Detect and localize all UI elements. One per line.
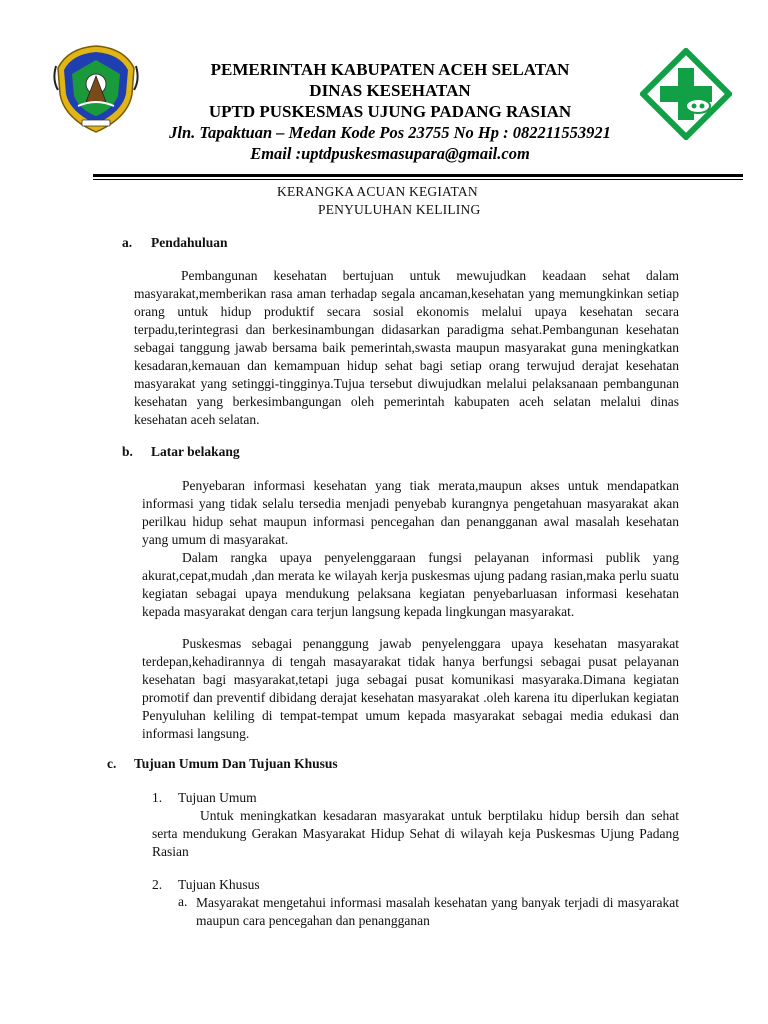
section-c-heading: Tujuan Umum Dan Tujuan Khusus [134,756,338,771]
section-b-paragraph-2: Dalam rangka upaya penyelenggaraan fungsi pelayanan informasi publik yang akurat,cepat,mudah ,dan merata ke wilayah kerja puskesmas ujung padang rasian,maka perlu suatu kegiatan sebagai upaya mendukung pelaksana kegiatan penyebarluasan informasi kesehatan kepada masyarakat dengan cara terjun langsung kepada lingkungan masyarakat. [142,550,679,619]
section-b-paragraph-3: Puskesmas sebagai penanggung jawab penyelenggara upaya kesehatan masyarakat terdepan,kehadirannya di tengah masayarakat tidak hanya berfungsi sebagai pusat pelayanan kesehatan bagi masyarakat,tetapi juga sebagai pusat komunikasi masyaraka.Dimana kegiatan promotif dan preventif dibidang derajat kesehatan masyarakat .oleh karena itu diperlukan kegiatan Penyuluhan keliling di tempat-tempat umum kepada masyarakat sebagai media edukasi dan informasi langsung. [142,636,679,741]
section-a-letter: a. [122,235,133,250]
document-subtitle: PENYULUHAN KELILING [318,202,481,217]
section-a-paragraph: Pembangunan kesehatan bertujuan untuk mewujudkan keadaan sehat dalam masyarakat,memberikan rasa aman terhadap segala ancaman,kesehatan yang memungkinkan setiap orang untuk hidup produktif secara sosial ekonomis melalui upaya kesehatan secara terpadu,terintegrasi dan berkesinambungan didasarkan paradigma sehat.Pembangunan kesehatan sebagai tanggung jawab bersama baik pemerintah,swasta maupun masyarakat guna meningkatkan kesadaran,kemauan dan kemampuan hidup sehat bagi setiap orang terwujud derajat kesehatan masyarakat yang setinggi-tingginya.Tujua tersebut diwujudkan melalui pelaksanaan pembangunan kesehatan yang berkesimbangungan oleh pemerintah kabupaten aceh selatan melalui dinas kesehatan aceh selatan. [134,268,679,427]
letterhead-unit: UPTD PUSKESMAS UJUNG PADANG RASIAN [208,102,572,121]
letterhead-email: Email :uptdpuskesmasupara@gmail.com [250,144,530,163]
section-b-paragraph-1: Penyebaran informasi kesehatan yang tiak merata,maupun akses untuk mendapatkan informasi yang tidak selalu tersedia menjadi penyebab kurangnya pengetahuan masyarakat akan perilkau hidup sehat maupun informasi pencegahan dan penangganan awal masalah kesehatan yang umum di masyarakat. [142,478,679,547]
letterhead-divider-thick [93,174,743,177]
objective-1-number: 1. [152,790,163,805]
objective-2a-letter: a. [178,894,188,909]
section-b-heading: Latar belakang [151,444,240,459]
letterhead-department: DINAS KESEHATAN [309,81,471,100]
letterhead-government: PEMERINTAH KABUPATEN ACEH SELATAN [210,60,570,79]
regency-emblem-icon [48,40,144,136]
objective-1-title: Tujuan Umum [178,790,257,805]
section-b-letter: b. [122,444,133,459]
letterhead-divider-thin [93,179,743,180]
objective-2a-text: Masyarakat mengetahui informasi masalah kesehatan yang banyak terjadi di masyarakat maupun cara pencegahan dan penangganan [196,895,679,928]
objective-2-title: Tujuan Khusus [178,877,260,892]
section-c-letter: c. [107,756,117,771]
objective-2-number: 2. [152,877,163,892]
document-title: KERANGKA ACUAN KEGIATAN [277,184,478,199]
objective-1-text: Untuk meningkatkan kesadaran masyarakat untuk berptilaku hidup bersih dan sehat serta mendukung Gerakan Masyarakat Hidup Sehat di wilayah keja Puskesmas Ujung Padang Rasian [152,808,679,859]
section-a-heading: Pendahuluan [151,235,228,250]
puskesmas-logo-icon [640,48,732,140]
letterhead-address: Jln. Tapaktuan – Medan Kode Pos 23755 No Hp : 082211553921 [169,123,611,142]
